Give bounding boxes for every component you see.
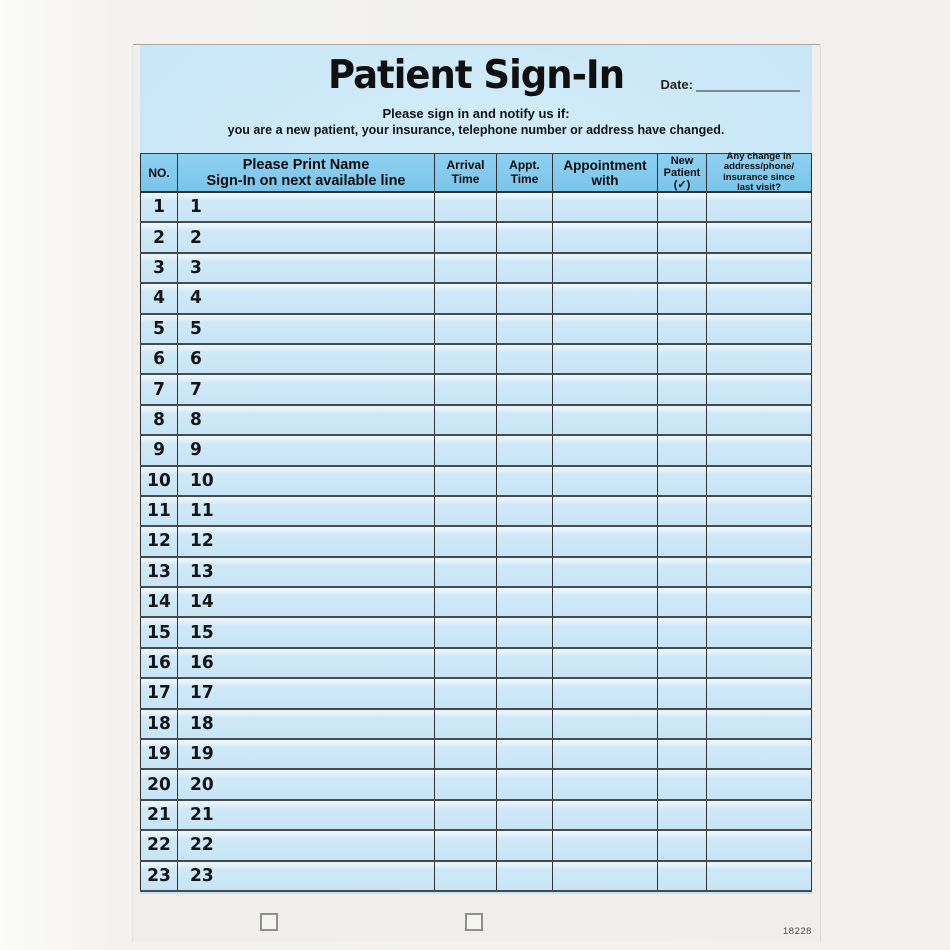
row-label-number: 10: [147, 470, 171, 492]
row-number-cell: [140, 193, 178, 221]
appt-time-cell: [497, 558, 553, 586]
appt-time-cell: [497, 588, 553, 616]
row-number-cell: [140, 527, 178, 555]
arrival-time-cell: [435, 436, 497, 464]
arrival-time-cell: [435, 801, 497, 829]
table-row: [140, 467, 812, 497]
header-any-change-line4: last visit?: [737, 182, 781, 193]
appointment-with-cell: [553, 193, 658, 221]
appt-time-cell: [497, 527, 553, 555]
row-number-cell: [140, 740, 178, 768]
any-change-cell: [707, 406, 812, 434]
appointment-with-cell: [553, 770, 658, 798]
row-label-number: 3: [153, 257, 165, 279]
form-banner: [140, 45, 812, 153]
print-name-cell: [178, 284, 435, 312]
appt-time-cell: [497, 315, 553, 343]
row-number-cell: [140, 618, 178, 646]
any-change-cell: [707, 710, 812, 738]
table-row: [140, 558, 812, 588]
row-number-cell: [140, 862, 178, 890]
any-change-cell: [707, 467, 812, 495]
header-print-name-line1: Please Print Name: [242, 156, 370, 173]
print-name-cell: [178, 740, 435, 768]
new-patient-cell: [658, 862, 707, 890]
appt-time-cell: [497, 254, 553, 282]
row-label-number: 7: [190, 379, 202, 401]
any-change-cell: [707, 831, 812, 859]
print-name-cell: [178, 527, 435, 555]
print-name-cell: [178, 710, 435, 738]
table-row: [140, 193, 812, 223]
print-name-cell: [178, 770, 435, 798]
table-row: [140, 497, 812, 527]
row-label-number: 14: [190, 591, 214, 613]
notice-line-1: Please sign in and notify us if:: [382, 106, 570, 121]
row-number-cell: [140, 649, 178, 677]
row-number-cell: [140, 710, 178, 738]
row-label-number: 15: [190, 622, 214, 644]
appt-time-cell: [497, 497, 553, 525]
paper-sheet: [133, 44, 820, 942]
row-label-number: 23: [147, 865, 171, 887]
appt-time-cell: [497, 618, 553, 646]
row-number-cell: [140, 770, 178, 798]
any-change-cell: [707, 527, 812, 555]
arrival-time-cell: [435, 345, 497, 373]
row-label-number: 16: [190, 652, 214, 674]
appt-time-cell: [497, 193, 553, 221]
arrival-time-cell: [435, 710, 497, 738]
header-appointment-with: [553, 154, 658, 191]
arrival-time-cell: [435, 831, 497, 859]
header-new-patient-checkmark: (✓): [673, 178, 691, 191]
table-row: [140, 801, 812, 831]
arrival-time-cell: [435, 740, 497, 768]
row-number-cell: [140, 345, 178, 373]
print-name-cell: [178, 254, 435, 282]
date-field: [660, 75, 800, 92]
appt-time-cell: [497, 223, 553, 251]
any-change-cell: [707, 801, 812, 829]
row-number-cell: [140, 406, 178, 434]
print-name-cell: [178, 558, 435, 586]
new-patient-cell: [658, 375, 707, 403]
header-appt-line2: Time: [510, 171, 539, 186]
appointment-with-cell: [553, 467, 658, 495]
header-appt-time: [497, 154, 553, 191]
row-label-number: 18: [190, 713, 214, 735]
row-label-number: 3: [190, 257, 202, 279]
print-name-cell: [178, 588, 435, 616]
header-any-change-line3: insurance since: [723, 171, 795, 183]
row-label-number: 2: [153, 227, 165, 249]
appointment-with-cell: [553, 375, 658, 403]
appointment-with-cell: [553, 862, 658, 890]
print-name-cell: [178, 193, 435, 221]
appointment-with-cell: [553, 618, 658, 646]
table-row: [140, 527, 812, 557]
registration-square-2: [465, 913, 483, 931]
appointment-with-cell: [553, 406, 658, 434]
print-name-cell: [178, 315, 435, 343]
arrival-time-cell: [435, 223, 497, 251]
table-row: [140, 284, 812, 314]
row-label-number: 17: [190, 682, 214, 704]
row-label-number: 23: [190, 865, 214, 887]
date-label: Date:: [660, 77, 693, 92]
arrival-time-cell: [435, 315, 497, 343]
any-change-cell: [707, 436, 812, 464]
row-label-number: 8: [153, 409, 165, 431]
any-change-cell: [707, 862, 812, 890]
row-label-number: 13: [147, 561, 171, 583]
table-row: [140, 831, 812, 861]
any-change-cell: [707, 375, 812, 403]
appt-time-cell: [497, 862, 553, 890]
print-name-cell: [178, 467, 435, 495]
date-blank-line: [696, 75, 800, 92]
arrival-time-cell: [435, 770, 497, 798]
appointment-with-cell: [553, 831, 658, 859]
any-change-cell: [707, 284, 812, 312]
row-number-cell: [140, 254, 178, 282]
row-number-cell: [140, 223, 178, 251]
appointment-with-cell: [553, 679, 658, 707]
appt-time-cell: [497, 406, 553, 434]
header-arrival-time: [435, 154, 497, 191]
row-number-cell: [140, 375, 178, 403]
any-change-cell: [707, 618, 812, 646]
print-name-cell: [178, 679, 435, 707]
header-arrival-line1: Arrival: [446, 158, 485, 172]
row-label-number: 5: [153, 318, 165, 340]
appointment-with-cell: [553, 315, 658, 343]
row-label-number: 1: [153, 196, 165, 218]
arrival-time-cell: [435, 375, 497, 403]
appointment-with-cell: [553, 801, 658, 829]
new-patient-cell: [658, 770, 707, 798]
row-number-cell: [140, 436, 178, 464]
table-row: [140, 254, 812, 284]
print-name-cell: [178, 223, 435, 251]
row-label-number: 22: [190, 834, 214, 856]
appointment-with-cell: [553, 649, 658, 677]
row-label-number: 4: [190, 287, 202, 309]
print-name-cell: [178, 801, 435, 829]
appointment-with-cell: [553, 284, 658, 312]
appt-time-cell: [497, 284, 553, 312]
arrival-time-cell: [435, 862, 497, 890]
row-label-number: 6: [153, 348, 165, 370]
appointment-with-cell: [553, 527, 658, 555]
row-label-number: 9: [190, 439, 202, 461]
header-new-patient: [658, 154, 707, 191]
print-name-cell: [178, 436, 435, 464]
any-change-cell: [707, 588, 812, 616]
arrival-time-cell: [435, 467, 497, 495]
new-patient-cell: [658, 406, 707, 434]
header-print-name: [178, 154, 435, 191]
table-row: [140, 679, 812, 709]
table-row: [140, 375, 812, 405]
signin-table: [140, 150, 812, 892]
table-row: [140, 710, 812, 740]
header-no-label: NO.: [148, 165, 170, 180]
table-row: [140, 770, 812, 800]
new-patient-cell: [658, 679, 707, 707]
new-patient-cell: [658, 284, 707, 312]
table-row: [140, 862, 812, 892]
arrival-time-cell: [435, 406, 497, 434]
header-any-change-line1: Any change in: [726, 150, 792, 162]
row-label-number: 21: [190, 804, 214, 826]
header-appt-line1: Appt.: [509, 158, 540, 172]
new-patient-cell: [658, 558, 707, 586]
registration-square-1: [260, 913, 278, 931]
row-number-cell: [140, 558, 178, 586]
appt-time-cell: [497, 831, 553, 859]
new-patient-cell: [658, 831, 707, 859]
row-label-number: 5: [190, 318, 202, 340]
any-change-cell: [707, 497, 812, 525]
row-number-cell: [140, 467, 178, 495]
row-number-cell: [140, 497, 178, 525]
new-patient-cell: [658, 801, 707, 829]
new-patient-cell: [658, 223, 707, 251]
new-patient-cell: [658, 193, 707, 221]
appt-time-cell: [497, 345, 553, 373]
new-patient-cell: [658, 345, 707, 373]
row-number-cell: [140, 284, 178, 312]
appt-time-cell: [497, 710, 553, 738]
print-name-cell: [178, 831, 435, 859]
any-change-cell: [707, 679, 812, 707]
header-new-patient-line1: New: [670, 154, 694, 167]
any-change-cell: [707, 770, 812, 798]
new-patient-cell: [658, 710, 707, 738]
arrival-time-cell: [435, 193, 497, 221]
any-change-cell: [707, 345, 812, 373]
row-label-number: 11: [190, 500, 214, 522]
table-row: [140, 618, 812, 648]
table-row: [140, 740, 812, 770]
appt-time-cell: [497, 467, 553, 495]
row-label-number: 21: [147, 804, 171, 826]
arrival-time-cell: [435, 497, 497, 525]
appt-time-cell: [497, 375, 553, 403]
appointment-with-cell: [553, 223, 658, 251]
appointment-with-cell: [553, 497, 658, 525]
new-patient-cell: [658, 649, 707, 677]
row-number-cell: [140, 801, 178, 829]
row-label-number: 2: [190, 227, 202, 249]
table-row: [140, 649, 812, 679]
row-label-number: 12: [190, 530, 214, 552]
new-patient-cell: [658, 436, 707, 464]
appt-time-cell: [497, 770, 553, 798]
arrival-time-cell: [435, 284, 497, 312]
row-label-number: 10: [190, 470, 214, 492]
print-name-cell: [178, 618, 435, 646]
any-change-cell: [707, 193, 812, 221]
row-label-number: 11: [147, 500, 171, 522]
row-label-number: 13: [190, 561, 214, 583]
new-patient-cell: [658, 467, 707, 495]
any-change-cell: [707, 558, 812, 586]
print-name-cell: [178, 406, 435, 434]
notice-text: [140, 106, 812, 138]
any-change-cell: [707, 254, 812, 282]
arrival-time-cell: [435, 679, 497, 707]
appt-time-cell: [497, 649, 553, 677]
stock-number: 18228: [783, 926, 812, 937]
new-patient-cell: [658, 497, 707, 525]
appt-time-cell: [497, 436, 553, 464]
table-row: [140, 315, 812, 345]
row-number-cell: [140, 679, 178, 707]
form-title: Patient Sign-In: [327, 52, 625, 98]
table-row: [140, 588, 812, 618]
table-row: [140, 345, 812, 375]
row-number-cell: [140, 831, 178, 859]
row-label-number: 17: [147, 682, 171, 704]
any-change-cell: [707, 315, 812, 343]
row-label-number: 20: [190, 774, 214, 796]
print-name-cell: [178, 649, 435, 677]
row-label-number: 19: [190, 743, 214, 765]
header-arrival-line2: Time: [451, 171, 480, 186]
row-label-number: 8: [190, 409, 202, 431]
row-number-cell: [140, 588, 178, 616]
header-new-patient-line2: Patient: [663, 166, 701, 179]
arrival-time-cell: [435, 649, 497, 677]
row-label-number: 18: [147, 713, 171, 735]
print-name-cell: [178, 345, 435, 373]
table-row: [140, 223, 812, 253]
new-patient-cell: [658, 618, 707, 646]
appt-time-cell: [497, 679, 553, 707]
appt-time-cell: [497, 740, 553, 768]
row-label-number: 14: [147, 591, 171, 613]
signin-form: [140, 45, 812, 894]
print-name-cell: [178, 862, 435, 890]
arrival-time-cell: [435, 618, 497, 646]
appointment-with-cell: [553, 558, 658, 586]
appointment-with-cell: [553, 710, 658, 738]
row-label-number: 7: [153, 379, 165, 401]
appointment-with-cell: [553, 436, 658, 464]
arrival-time-cell: [435, 588, 497, 616]
new-patient-cell: [658, 254, 707, 282]
notice-line-2: you are a new patient, your insurance, telephone number or address have changed.: [227, 123, 725, 137]
new-patient-cell: [658, 315, 707, 343]
row-label-number: 4: [153, 287, 165, 309]
table-header-row: [140, 150, 812, 193]
header-any-change-line2: address/phone/: [723, 161, 795, 172]
arrival-time-cell: [435, 527, 497, 555]
row-label-number: 22: [147, 834, 171, 856]
any-change-cell: [707, 223, 812, 251]
row-label-number: 15: [147, 622, 171, 644]
header-print-name-line2: Sign-In on next available line: [206, 172, 406, 189]
table-row: [140, 406, 812, 436]
table-row: [140, 436, 812, 466]
row-number-cell: [140, 315, 178, 343]
appointment-with-cell: [553, 588, 658, 616]
appointment-with-cell: [553, 254, 658, 282]
appointment-with-cell: [553, 740, 658, 768]
header-appointment-with-label: Appointment with: [563, 157, 647, 188]
header-any-change: [707, 150, 812, 193]
table-rows: [140, 193, 812, 892]
row-label-number: 19: [147, 743, 171, 765]
row-label-number: 20: [147, 774, 171, 796]
appt-time-cell: [497, 801, 553, 829]
arrival-time-cell: [435, 558, 497, 586]
appointment-with-cell: [553, 345, 658, 373]
new-patient-cell: [658, 588, 707, 616]
any-change-cell: [707, 649, 812, 677]
header-no: [140, 154, 178, 191]
print-name-cell: [178, 497, 435, 525]
any-change-cell: [707, 740, 812, 768]
print-name-cell: [178, 375, 435, 403]
row-label-number: 12: [147, 530, 171, 552]
row-label-number: 16: [147, 652, 171, 674]
arrival-time-cell: [435, 254, 497, 282]
new-patient-cell: [658, 740, 707, 768]
row-label-number: 1: [190, 196, 202, 218]
new-patient-cell: [658, 527, 707, 555]
row-label-number: 6: [190, 348, 202, 370]
row-label-number: 9: [153, 439, 165, 461]
